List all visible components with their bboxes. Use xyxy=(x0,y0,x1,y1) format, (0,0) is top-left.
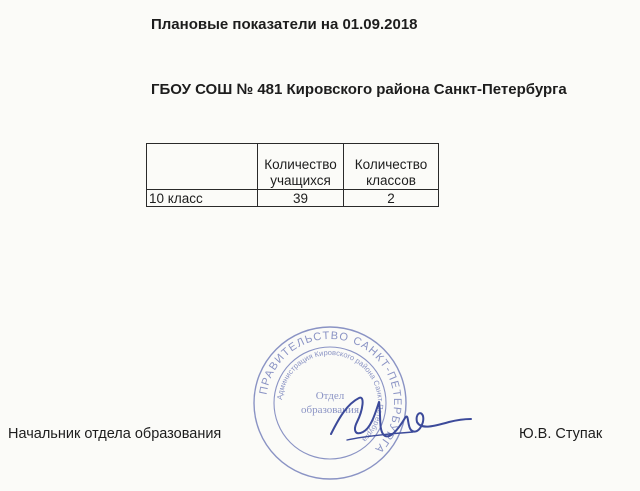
stamp-center-line2: образования xyxy=(300,404,360,416)
table-header-cell-classes xyxy=(344,144,439,190)
signatory-position: Начальник отдела образования xyxy=(8,426,222,442)
table-header-cell-students xyxy=(258,144,344,190)
header-classes-line2: классов xyxy=(366,173,416,188)
table-header-cell-empty xyxy=(147,144,258,190)
document-title: Плановые показатели на 01.09.2018 xyxy=(151,16,418,33)
header-classes-line1: Количество xyxy=(354,157,428,172)
table-cell-students: 39 xyxy=(258,190,344,207)
stamp-center-line1: Отдел xyxy=(315,390,345,402)
signature-graphic xyxy=(325,388,475,450)
stamp-middle-text: Администрация Кировского района Санкт-Петербурга xyxy=(275,347,386,445)
plan-table xyxy=(146,143,439,207)
signatory-name: Ю.В. Ступак xyxy=(519,426,603,442)
table-cell-grade: 10 класс xyxy=(147,190,258,207)
table-row xyxy=(147,190,439,207)
stamp-outer-text: ПРАВИТЕЛЬСТВО САНКТ-ПЕТЕРБУРГА xyxy=(257,329,404,456)
school-name: ГБОУ СОШ № 481 Кировского района Санкт-Петербурга xyxy=(151,81,567,98)
handwritten-signature xyxy=(325,388,475,450)
table-cell-classes: 2 xyxy=(344,190,439,207)
header-students-line2: учащихся xyxy=(270,173,331,188)
header-students-line1: Количество xyxy=(264,157,337,172)
table-header-row xyxy=(147,144,439,190)
